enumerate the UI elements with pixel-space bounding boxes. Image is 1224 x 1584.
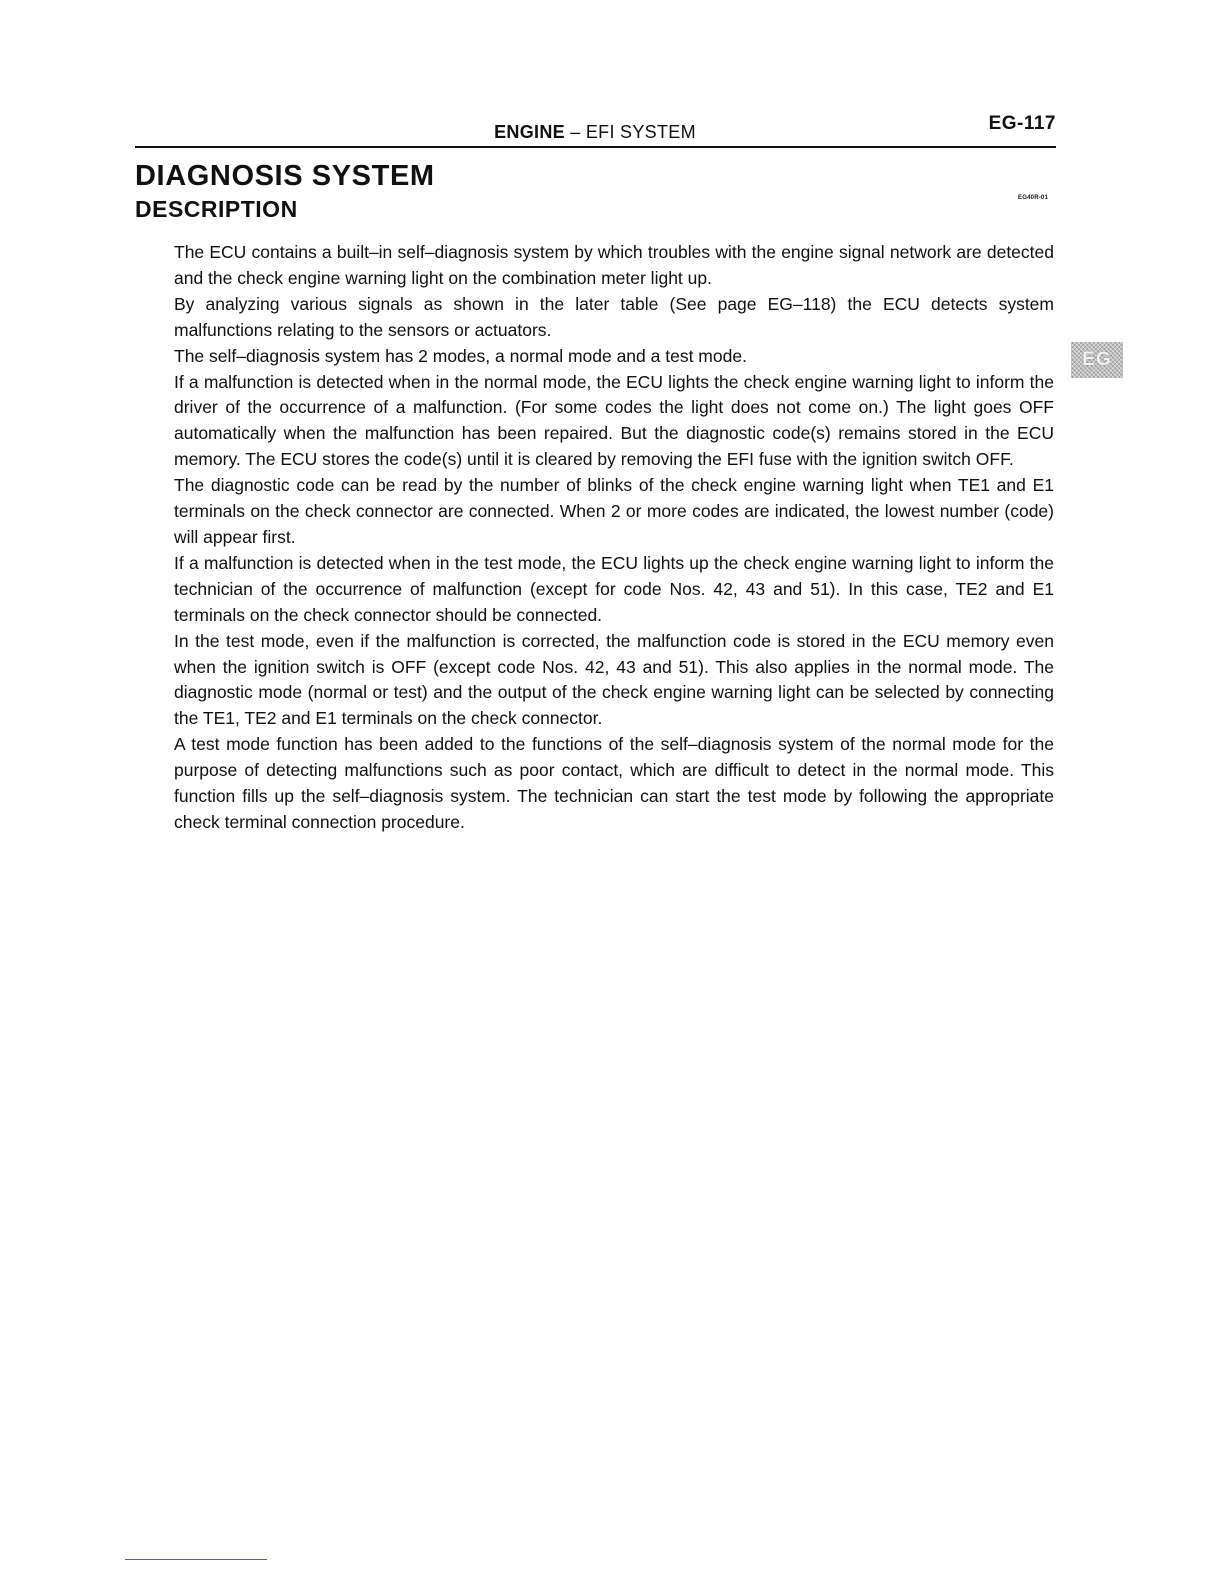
paragraph: The ECU contains a built–in self–diagnosis system by which troubles with the engine signal network are detected and the check engine warning light on the combination meter light up. (174, 242, 1054, 288)
running-header-section: ENGINE (494, 122, 565, 142)
document-code: EG40R-01 (1018, 195, 1048, 201)
paragraph: If a malfunction is detected when in the test mode, the ECU lights up the check engine warning light to inform the technician of the occurrence of malfunction (except for code Nos. 42, 43 and 51). In this case, TE2 and E1 terminals on the check connector should be connected. (174, 552, 1054, 625)
paragraph: The self–diagnosis system has 2 modes, a normal mode and a test mode. (174, 345, 747, 366)
page-title: DIAGNOSIS SYSTEM (135, 160, 435, 192)
header-divider (135, 146, 1056, 148)
running-header (420, 122, 770, 143)
description-body (174, 240, 1054, 836)
eg-section-tab-label: EG (1082, 349, 1112, 370)
paragraph: By analyzing various signals as shown in the later table (See page EG–118) the ECU detects system malfunctions relating to the sensors or actuators. (174, 293, 1054, 340)
eg-section-tab (1071, 342, 1123, 378)
paragraph: The diagnostic code can be read by the number of blinks of the check engine warning light when TE1 and E1 terminals on the check connector are connected. When 2 or more codes are indicated, the lowest number (code) will appear first. (174, 475, 1054, 547)
paragraph: If a malfunction is detected when in the normal mode, the ECU lights the check engine warning light to inform the driver of the occurrence of a malfunction. (For some codes the light does not come on.) The light goes OFF automatically when the malfunction has been repaired. But the diagnostic code(s) remains stored in the ECU memory. The ECU stores the code(s) until it is cleared by removing the EFI fuse with the ignition switch OFF. (174, 371, 1054, 470)
paragraph: A test mode function has been added to the functions of the self–diagnosis system of the normal mode for the purpose of detecting malfunctions such as poor contact, which are difficult to detect in the normal mode. This function fills up the self–diagnosis system. The technician can start the test mode by following the appropriate check terminal connection procedure. (174, 734, 1054, 832)
page-number: EG-117 (988, 113, 1056, 134)
paragraph: In the test mode, even if the malfunction is corrected, the malfunction code is stored in the ECU memory even when the ignition switch is OFF (except code Nos. 42, 43 and 51). This also applies in the normal mode. The diagnostic mode (normal or test) and the output of the check engine warning light can be selected by connecting the TE1, TE2 and E1 terminals on the check connector. (174, 630, 1054, 729)
footer-divider (125, 1559, 267, 1560)
running-header-subsection: – EFI SYSTEM (564, 122, 696, 142)
page-subtitle: DESCRIPTION (135, 196, 298, 222)
